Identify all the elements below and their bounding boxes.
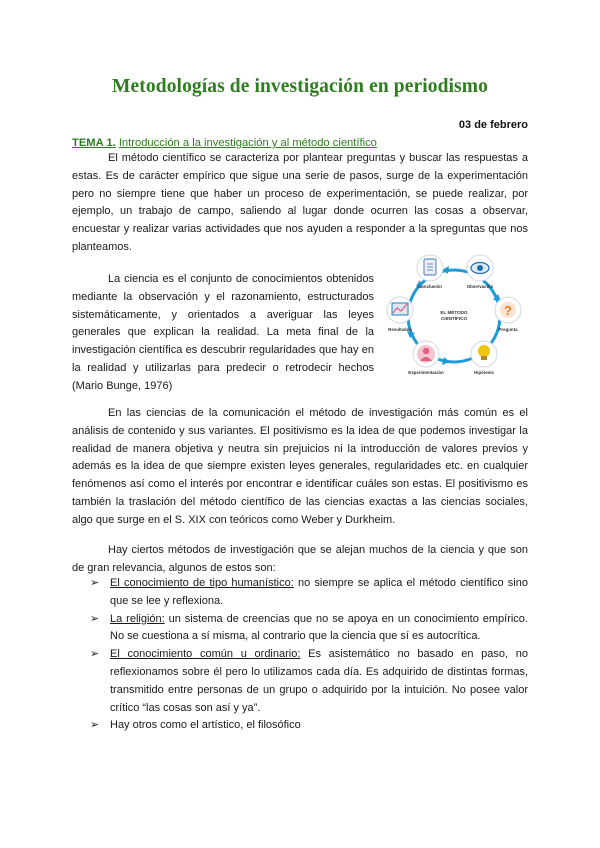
diagram-center-label: EL MÉTODO (440, 310, 468, 315)
list-item-text: Es asistemático no basado en paso, no reflexionamos sobre él pero lo utilizamos cada día. Es adquirido de distintas formas, transmitido entre personas de un grupo o adquirido por la intuición. No posee valor crítico “las cosas son así y ya”. (110, 648, 528, 714)
list-item-text: Hay otros como el artístico, el filosófico (110, 719, 301, 732)
lightbulb-base (481, 356, 487, 360)
diagram-center-label-2: CIENTÍFICO (440, 316, 468, 321)
step-hypothesis (471, 341, 497, 375)
list-item (90, 646, 528, 717)
step-label: Hipótesis (474, 370, 494, 375)
step-observation (467, 255, 494, 289)
section-heading (72, 137, 377, 149)
paragraph-science-definition: La ciencia es el conjunto de conocimientos obtenidos mediante la observación y el razonamiento, estructurados sistemáticamente, y orientados a averiguar las leyes generales que explican la realidad. La meta final de la investigación científica es descubrir regularidades que hay en la realidad y utilizarlas para predecir o retrodecir hechos (Mario Bunge, 1976) (72, 273, 374, 392)
methods-list (90, 575, 528, 735)
list-item-text: un sistema de creencias que no se apoya en un conocimiento empírico. No se cuestiona a sí misma, al contrario que la ciencia que sí es autocrítica. (110, 612, 528, 643)
paragraph-communication-sciences: En las ciencias de la comunicación el método de investigación más común es el análisis de contenido y sus variantes. El positivismo es la idea de que podemos investigar la realidad de manera objetiva y neutra sin prejuicios ni la introducción de valores previos y además es la idea de que siempre existen leyes generales, regularidades etc. en cualquier fenómenos así como el interés por encontrar e identificar cuáles son estas. El positivismo es también la traslación del método científico de las ciencias exactas a las ciencias sociales, algo que surge en el S. XIX con teóricos como Weber y Durkheim. (72, 407, 528, 526)
question-mark-icon: ? (504, 303, 512, 318)
step-conclusion (417, 255, 443, 289)
list-item-text: no siempre se aplica el método científico sino que se lee y reflexiona. (110, 577, 528, 607)
document-title: Metodologías de investigación en periodismo (112, 76, 488, 97)
list-item-term: El conocimiento de tipo humanístico: (110, 577, 294, 589)
list-item (90, 611, 528, 647)
step-label: Experimentación (408, 370, 444, 375)
step-label: Conclusión (418, 284, 442, 289)
step-label: Pregunta (498, 327, 518, 332)
person-head-icon (423, 348, 429, 354)
lightbulb-icon (478, 345, 490, 357)
list-item-term: La religión: (110, 612, 165, 625)
eye-pupil (477, 265, 483, 271)
paragraph-scientific-method: El método científico se caracteriza por plantear preguntas y buscar las respuestas a estas. Es de carácter empírico que sigue una serie de pasos, surge de la experimentación pero no siempre tiene que haber un proceso de experimentación, se puede realizar, por ejemplo, un trabajo de campo, saliendo al lugar donde ocurren las cosas a observar, encuestar y realizar varias actividades que nos ayuden a responder a la spreguntas que nos planteamos. (72, 152, 528, 253)
paragraph-other-methods-intro: Hay ciertos métodos de investigación que se alejan muchos de la ciencia y que son de gran relevancia, algunos de estos son: (72, 544, 528, 574)
scientific-method-diagram (380, 246, 528, 386)
list-item (90, 717, 528, 735)
section-number: TEMA 1. (72, 137, 116, 149)
step-results (387, 297, 413, 332)
step-question (495, 297, 521, 332)
section-topic: Introducción a la investigación y al método científico (118, 137, 377, 149)
step-label: Observación (466, 284, 494, 289)
arrow-bullet-icon: ➢ (90, 577, 100, 589)
document-date: 03 de febrero (458, 119, 528, 131)
step-label: Resultados (388, 327, 412, 332)
arrow-bullet-icon: ➢ (90, 648, 100, 661)
list-item-term: El conocimiento común u ordinario: (110, 648, 301, 661)
arrow-bullet-icon: ➢ (90, 719, 100, 732)
arrow-bullet-icon: ➢ (90, 612, 100, 625)
list-item (90, 575, 528, 611)
